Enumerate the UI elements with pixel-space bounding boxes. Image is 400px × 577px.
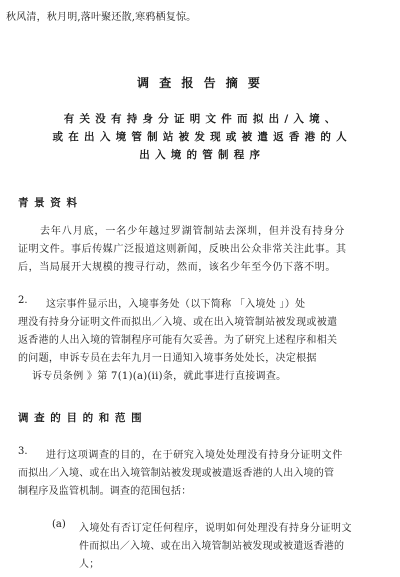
section-heading-purpose-scope: 调 查 的 目 的 和 范 围 <box>18 412 143 424</box>
paragraph-2-line-2: 理没有持身分证明文件而拟出／入境、或在出入境管制站被发现或被遣 <box>18 317 338 328</box>
header-poem-line: 秋风清，秋月明,落叶聚还散,寒鸦栖复惊。 <box>6 12 197 23</box>
paragraph-3-line-2: 而拟出／入境、或在出入境管制站被发现或被遣返香港的人出入境的管 <box>18 468 335 479</box>
report-subtitle-line-3: 出 入 境 的 管 制 程 序 <box>139 149 261 161</box>
report-subtitle-line-2: 或 在 出 入 境 管 制 站 被 发 现 或 被 遣 返 香 港 的 人 <box>52 131 348 143</box>
paragraph-2-line-1: 这宗事件显示出，入境事务处（以下简称 「入境处 」）处 <box>46 299 306 310</box>
paragraph-2-line-5: 诉专员条例 》第 7(1)(a)(ii)条，就此事进行直接调查。 <box>32 371 287 382</box>
section-heading-background: 青 景 资 料 <box>18 197 78 209</box>
list-item-a-label: (a) <box>52 519 66 530</box>
paragraph-2-line-3: 返香港的人出入境的管制程序可能有欠妥善。为了研究上述程序和相关 <box>18 335 338 346</box>
paragraph-1-line-3: 后，当局展开大规模的搜寻行动，然而，该名少年至今仍下落不明。 <box>18 262 336 273</box>
paragraph-1-line-2: 证明文件。事后传媒广泛报道这则新闻，反映出公众非常关注此事。其 <box>18 244 347 255</box>
paragraph-3-line-3: 制程序及监管机制。调查的范围包括： <box>18 486 192 497</box>
paragraph-2-number: 2. <box>18 295 28 306</box>
list-item-a-line-1: 入境处有否订定任何程序，说明如何处理没有持身分证明文 <box>79 523 352 534</box>
report-subtitle-line-1: 有 关 没 有 持 身 分 证 明 文 件 而 拟 出 / 入 境 、 <box>63 113 337 125</box>
list-item-a-line-2: 件而拟出／入境、或在出入境管制站被发现或被遣返香港的 <box>79 541 345 552</box>
paragraph-3-line-1: 进行这项调查的目的，在于研究入境处处理没有持身分证明文件 <box>46 450 343 461</box>
paragraph-2-line-4: 的问题，申诉专员在去年九月一日通知入境事务处处长，决定根据 <box>18 353 317 364</box>
report-title: 调 查 报 告 摘 要 <box>137 76 263 90</box>
list-item-a-line-3: 人； <box>79 559 100 570</box>
paragraph-3-number: 3. <box>18 446 28 457</box>
paragraph-1-line-1: 去年八月底，一名少年越过罗湖管制站去深圳，但并没有持身分 <box>40 226 346 237</box>
